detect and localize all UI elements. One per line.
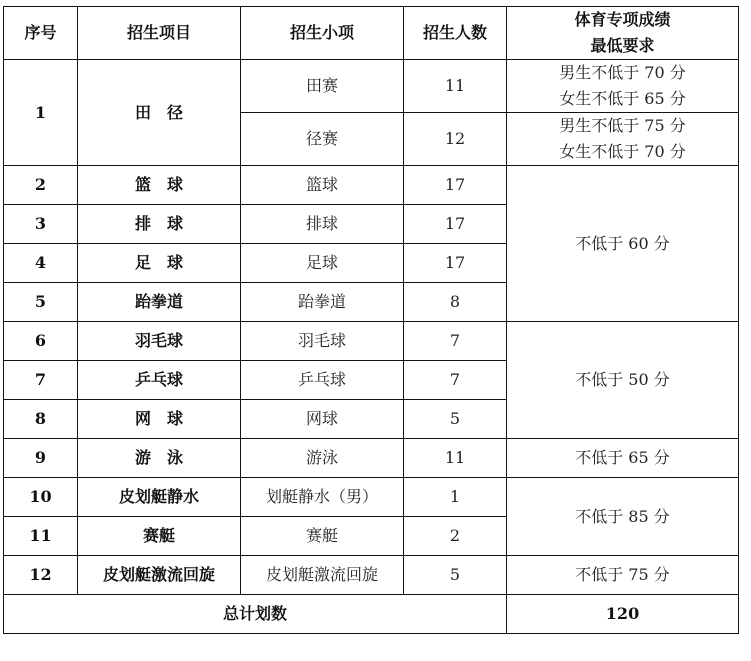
table-row bbox=[4, 166, 739, 205]
table-row bbox=[4, 478, 739, 517]
row-count: 1 bbox=[404, 478, 507, 517]
header-seq: 序号 bbox=[4, 7, 78, 60]
row-seq: 11 bbox=[4, 517, 78, 556]
row-project: 游 泳 bbox=[78, 439, 241, 478]
row-sub: 篮球 bbox=[241, 166, 404, 205]
row-sub: 网球 bbox=[241, 400, 404, 439]
table-row bbox=[4, 439, 739, 478]
requirement-slalom: 不低于 75 分 bbox=[507, 556, 739, 595]
table-row bbox=[4, 322, 739, 361]
row-requirement bbox=[507, 60, 739, 113]
row-project: 田 径 bbox=[78, 60, 241, 166]
row-project: 皮划艇激流回旋 bbox=[78, 556, 241, 595]
row-count: 17 bbox=[404, 205, 507, 244]
row-count: 8 bbox=[404, 283, 507, 322]
row-sub: 乒乓球 bbox=[241, 361, 404, 400]
row-sub: 跆拳道 bbox=[241, 283, 404, 322]
total-row bbox=[4, 595, 739, 634]
row-seq: 6 bbox=[4, 322, 78, 361]
req-female: 女生不低于 65 分 bbox=[559, 89, 686, 108]
row-count: 11 bbox=[404, 439, 507, 478]
row-seq: 5 bbox=[4, 283, 78, 322]
header-sub: 招生小项 bbox=[241, 7, 404, 60]
row-seq: 12 bbox=[4, 556, 78, 595]
row-project: 赛艇 bbox=[78, 517, 241, 556]
row-count: 17 bbox=[404, 166, 507, 205]
recruitment-table bbox=[3, 6, 739, 634]
row-seq: 1 bbox=[4, 60, 78, 166]
requirement-racket-group: 不低于 50 分 bbox=[507, 322, 739, 439]
row-sub: 羽毛球 bbox=[241, 322, 404, 361]
req-male: 男生不低于 70 分 bbox=[559, 63, 686, 82]
row-count: 12 bbox=[404, 113, 507, 166]
requirement-boat-group: 不低于 85 分 bbox=[507, 478, 739, 556]
row-count: 5 bbox=[404, 400, 507, 439]
req-male: 男生不低于 75 分 bbox=[559, 116, 686, 135]
row-sub: 划艇静水（男） bbox=[241, 478, 404, 517]
row-sub: 排球 bbox=[241, 205, 404, 244]
row-project: 皮划艇静水 bbox=[78, 478, 241, 517]
row-sub: 径赛 bbox=[241, 113, 404, 166]
header-project: 招生项目 bbox=[78, 7, 241, 60]
row-sub: 皮划艇激流回旋 bbox=[241, 556, 404, 595]
requirement-ball-group: 不低于 60 分 bbox=[507, 166, 739, 322]
row-project: 排 球 bbox=[78, 205, 241, 244]
row-sub: 游泳 bbox=[241, 439, 404, 478]
row-count: 5 bbox=[404, 556, 507, 595]
row-count: 2 bbox=[404, 517, 507, 556]
row-project: 足 球 bbox=[78, 244, 241, 283]
row-count: 7 bbox=[404, 361, 507, 400]
row-count: 7 bbox=[404, 322, 507, 361]
row-project: 跆拳道 bbox=[78, 283, 241, 322]
header-count: 招生人数 bbox=[404, 7, 507, 60]
header-req-line1: 体育专项成绩 bbox=[574, 10, 671, 29]
row-seq: 2 bbox=[4, 166, 78, 205]
req-female: 女生不低于 70 分 bbox=[559, 142, 686, 161]
row-sub: 赛艇 bbox=[241, 517, 404, 556]
table-row bbox=[4, 60, 739, 113]
table-row bbox=[4, 556, 739, 595]
row-sub: 田赛 bbox=[241, 60, 404, 113]
row-project: 篮 球 bbox=[78, 166, 241, 205]
row-project: 网 球 bbox=[78, 400, 241, 439]
requirement-swim: 不低于 65 分 bbox=[507, 439, 739, 478]
row-seq: 10 bbox=[4, 478, 78, 517]
row-seq: 4 bbox=[4, 244, 78, 283]
row-seq: 9 bbox=[4, 439, 78, 478]
row-project: 羽毛球 bbox=[78, 322, 241, 361]
header-requirement bbox=[507, 7, 739, 60]
row-seq: 8 bbox=[4, 400, 78, 439]
total-value: 120 bbox=[507, 595, 739, 634]
header-req-line2: 最低要求 bbox=[590, 36, 655, 55]
row-sub: 足球 bbox=[241, 244, 404, 283]
row-count: 17 bbox=[404, 244, 507, 283]
total-label: 总计划数 bbox=[4, 595, 507, 634]
row-seq: 7 bbox=[4, 361, 78, 400]
header-row bbox=[4, 7, 739, 60]
row-project: 乒乓球 bbox=[78, 361, 241, 400]
row-requirement bbox=[507, 113, 739, 166]
row-seq: 3 bbox=[4, 205, 78, 244]
row-count: 11 bbox=[404, 60, 507, 113]
